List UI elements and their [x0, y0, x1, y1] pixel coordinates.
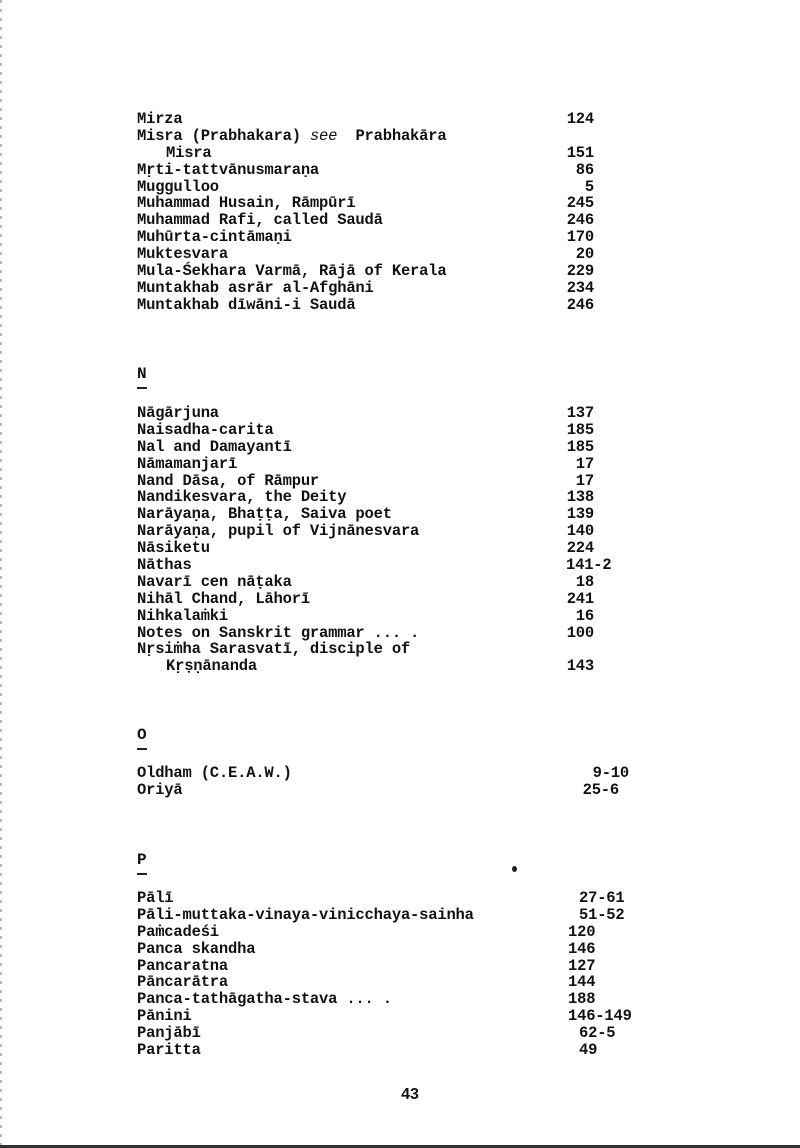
- entry-pages: 5: [584, 177, 594, 196]
- entry-pages: 25-6: [582, 780, 619, 799]
- entry-pages: 17: [575, 471, 594, 490]
- entry-term: Muggulloo: [137, 177, 219, 196]
- heading-underline: [137, 748, 147, 750]
- entry-pages: 185: [566, 420, 594, 439]
- entry-term: Nṛsiṁha Sarasvatī, disciple of: [137, 640, 411, 659]
- entry-pages: 146: [568, 939, 596, 958]
- entry-term: Nihāl Chand, Lāhorī: [137, 589, 310, 608]
- index-entry: [137, 212, 657, 229]
- index-entry: [137, 641, 657, 658]
- entry-term: Narāyaṇa, pupil of Vijnānesvara: [137, 522, 420, 541]
- entry-pages: 17: [575, 454, 594, 473]
- entry-pages: 241: [566, 589, 594, 608]
- index-entry: [137, 991, 657, 1008]
- index-entry: [137, 574, 657, 591]
- entry-pages: 229: [566, 262, 594, 281]
- entry-term: Misra: [166, 143, 212, 162]
- index-entry: [137, 1025, 657, 1042]
- entry-pages: 224: [566, 539, 594, 558]
- index-entry: [137, 422, 657, 439]
- entry-pages: 127: [568, 956, 596, 975]
- index-entry: [137, 162, 657, 179]
- index-entry: [137, 1008, 657, 1025]
- entry-pages: 141-2: [566, 556, 612, 575]
- index-entries-p: [137, 890, 657, 1059]
- entry-term: Muhūrta-cintāmaṇi: [137, 228, 292, 247]
- entry-pages: 246: [566, 295, 594, 314]
- entry-term: Oldham (C.E.A.W.): [137, 764, 292, 782]
- entry-pages: 185: [566, 437, 594, 456]
- entry-term: Nāthas: [137, 556, 192, 575]
- index-entry: [137, 195, 657, 212]
- index-entry: [137, 1042, 657, 1059]
- entry-term: Nihkalaṁki: [137, 606, 229, 625]
- index-entry: [137, 506, 657, 523]
- entry-term: Muhammad Husain, Rāmpūrī: [137, 194, 356, 213]
- index-entry: [137, 111, 657, 128]
- entry-pages: 137: [566, 404, 594, 422]
- index-entry: [137, 958, 657, 975]
- entry-term: Notes on Sanskrit grammar ... .: [137, 623, 420, 642]
- entry-pages: 139: [566, 505, 594, 524]
- entry-term: Kṛṣṇānanda: [166, 657, 258, 676]
- entry-term: Muktesvara: [137, 245, 229, 264]
- section-letter-heading: O: [137, 726, 147, 744]
- index-entry: [137, 765, 657, 782]
- entry-pages: 9-10: [592, 764, 629, 782]
- entry-pages: 16: [575, 606, 594, 625]
- index-entry: [137, 890, 657, 907]
- entry-term: Nal and Damayantī: [137, 437, 292, 456]
- entry-term: Mula-Śekhara Varmā, Rājā of Kerala: [137, 262, 447, 281]
- index-entry: [137, 128, 657, 145]
- index-entry: [137, 145, 657, 162]
- entry-term: Nāsiketu: [137, 539, 210, 558]
- entry-pages: 144: [568, 973, 596, 992]
- entry-term: Naisadha-carita: [137, 420, 274, 439]
- entry-term: Muntakhab dīwāni-i Saudā: [137, 295, 356, 314]
- heading-underline: [137, 387, 147, 389]
- index-entry: [137, 523, 657, 540]
- entry-term: Panjābī: [137, 1024, 201, 1043]
- entry-term: Mṛti-tattvānusmaraṇa: [137, 160, 320, 179]
- section-letter-heading: P: [137, 851, 147, 869]
- index-section-o: [137, 727, 657, 750]
- index-entry: [137, 280, 657, 297]
- index-entry: [137, 924, 657, 941]
- entry-pages: 20: [575, 245, 594, 264]
- index-entry: [137, 405, 657, 422]
- entry-pages: 143: [566, 657, 594, 676]
- index-entry: [137, 456, 657, 473]
- entry-term: Nāmamanjarī: [137, 454, 238, 473]
- index-entry: [137, 591, 657, 608]
- entry-pages: 138: [566, 488, 594, 507]
- index-entries-o: [137, 765, 657, 799]
- entry-pages: 234: [566, 278, 594, 297]
- index-entry: [137, 473, 657, 490]
- entry-pages: 18: [575, 572, 594, 591]
- entry-pages: 170: [566, 228, 594, 247]
- entry-term: Pancaratna: [137, 956, 229, 975]
- index-entry: [137, 246, 657, 263]
- entry-term: Narāyaṇa, Bhaṭṭa, Saiva poet: [137, 505, 392, 524]
- entry-pages: 246: [566, 211, 594, 230]
- entry-term: Nandikesvara, the Deity: [137, 488, 347, 507]
- entry-pages: 120: [568, 922, 596, 941]
- index-entry: [137, 263, 657, 280]
- see-reference: see: [309, 126, 338, 145]
- index-entry: [137, 782, 657, 799]
- entry-term: Nāgārjuna: [137, 404, 219, 422]
- index-entry: [137, 625, 657, 642]
- entry-pages: 86: [575, 160, 594, 179]
- entry-term: Pāli-muttaka-vinaya-vinicchaya-sainha: [137, 905, 474, 924]
- entry-term: Navarī cen nāṭaka: [137, 572, 292, 591]
- index-section-m: [137, 111, 657, 314]
- heading-underline: [137, 873, 147, 875]
- index-entry: [137, 907, 657, 924]
- entry-term: Pānini: [137, 1007, 192, 1026]
- entry-pages: 124: [566, 110, 594, 128]
- entry-pages: 51-52: [579, 905, 625, 924]
- index-entry: [137, 608, 657, 625]
- section-letter-heading: N: [137, 365, 147, 383]
- entry-term: Pāncarātra: [137, 973, 229, 992]
- entry-pages: 49: [579, 1041, 598, 1060]
- entry-term: Nand Dāsa, of Rāmpur: [137, 471, 320, 490]
- index-entry: [137, 439, 657, 456]
- page-border-left: [0, 0, 2, 1148]
- entry-pages: 100: [566, 623, 594, 642]
- entry-term: Muhammad Rafi, called Saudā: [137, 211, 383, 230]
- entry-pages: 188: [568, 990, 596, 1009]
- index-entry: [137, 489, 657, 506]
- index-entry: [137, 557, 657, 574]
- index-entries-n: [137, 405, 657, 675]
- entry-pages: 62-5: [579, 1024, 616, 1043]
- entry-term: Paṁcadeśi: [137, 922, 219, 941]
- index-entry: [137, 229, 657, 246]
- index-entry: [137, 297, 657, 314]
- entry-term: Misra (Prabhakara) see Prabhakāra: [137, 126, 447, 145]
- entry-term: Pālī: [137, 889, 174, 907]
- entry-term: Panca-tathāgatha-stava ... .: [137, 990, 392, 1009]
- entry-pages: 27-61: [579, 889, 625, 907]
- entry-pages: 140: [566, 522, 594, 541]
- entry-term: Mirza: [137, 110, 183, 128]
- entry-pages: 245: [566, 194, 594, 213]
- index-entry: [137, 974, 657, 991]
- index-entry: [137, 179, 657, 196]
- index-section-p: [137, 852, 657, 875]
- entry-pages: 146-149: [568, 1007, 632, 1026]
- index-entry: [137, 658, 657, 675]
- entry-term: Oriyā: [137, 780, 183, 799]
- entry-pages: 151: [566, 143, 594, 162]
- entry-term: Muntakhab asrār al-Afghāni: [137, 278, 374, 297]
- index-entry: [137, 941, 657, 958]
- entry-term: Paritta: [137, 1041, 201, 1060]
- entry-term: Panca skandha: [137, 939, 256, 958]
- page-number: 43: [401, 1086, 419, 1103]
- index-section-n: [137, 366, 657, 389]
- index-entry: [137, 540, 657, 557]
